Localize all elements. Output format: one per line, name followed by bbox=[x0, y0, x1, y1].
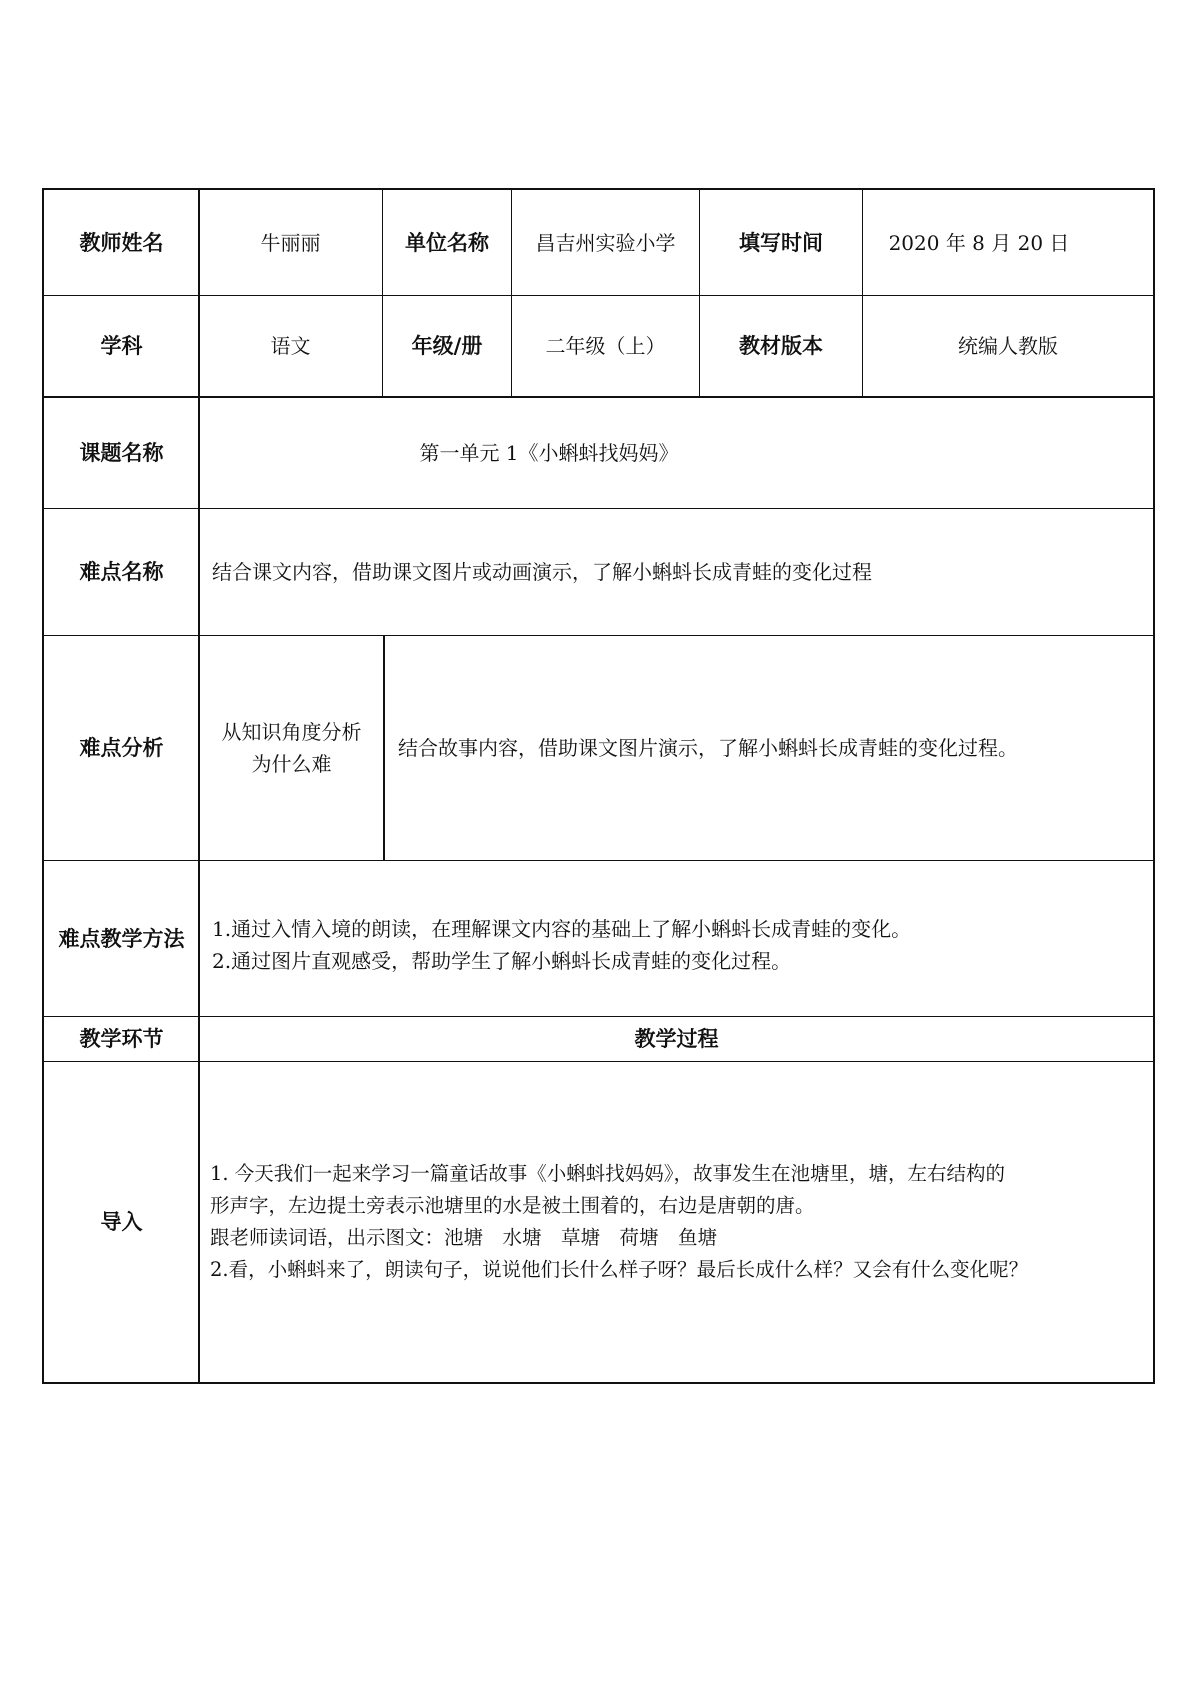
stage-header: 教学环节 bbox=[79, 1027, 164, 1051]
analysis-sublabel bbox=[200, 636, 383, 860]
method-line: 2.通过图片直观感受，帮助学生了解小蝌蚪长成青蛙的变化过程。 bbox=[212, 948, 792, 973]
process-header: 教学过程 bbox=[634, 1027, 719, 1051]
intro-line: 2.看，小蝌蚪来了，朗读句子，说说他们长什么样子呀？最后长成什么样？又会有什么变化呢？ bbox=[210, 1258, 1029, 1281]
unit-name-value: 昌吉州实验小学 bbox=[535, 230, 676, 255]
analysis-value: 结合故事内容，借助课文图片演示，了解小蝌蚪长成青蛙的变化过程。 bbox=[398, 736, 1018, 760]
subject-label: 学科 bbox=[100, 334, 143, 358]
fill-date-value: 2020 年 8 月 20 日 bbox=[888, 230, 1070, 255]
intro-line: 1. 今天我们一起来学习一篇童话故事《小蝌蚪找妈妈》，故事发生在池塘里，塘，左右结构的 bbox=[210, 1162, 1006, 1185]
fill-date-label: 填写时间 bbox=[739, 230, 823, 255]
difficulty-value: 结合课文内容，借助课文图片或动画演示，了解小蝌蚪长成青蛙的变化过程 bbox=[212, 560, 872, 584]
topic-value: 第一单元 1《小蝌蚪找妈妈》 bbox=[419, 441, 679, 465]
intro-label: 导入 bbox=[100, 1210, 143, 1234]
lesson-plan-table bbox=[42, 188, 1155, 1384]
intro-line: 形声字，左边提土旁表示池塘里的水是被土围着的，右边是唐朝的唐。 bbox=[210, 1194, 815, 1217]
method-label: 难点教学方法 bbox=[58, 926, 185, 951]
unit-name-label: 单位名称 bbox=[405, 230, 489, 255]
difficulty-label: 难点名称 bbox=[79, 560, 164, 584]
method-line: 1.通过入情入境的朗读，在理解课文内容的基础上了解小蝌蚪长成青蛙的变化。 bbox=[212, 916, 912, 941]
subject-value: 语文 bbox=[270, 334, 311, 358]
teacher-name-value: 牛丽丽 bbox=[260, 230, 321, 255]
grade-label: 年级/册 bbox=[411, 334, 483, 358]
edition-value: 统编人教版 bbox=[958, 334, 1058, 358]
col-divider bbox=[383, 635, 385, 860]
intro-line: 跟老师读词语，出示图文：池塘 水塘 草塘 荷塘 鱼塘 bbox=[210, 1226, 718, 1249]
edition-label: 教材版本 bbox=[739, 334, 823, 358]
intro-content bbox=[200, 1062, 1153, 1382]
analysis-sublabel-line2: 为什么难 bbox=[251, 752, 332, 776]
analysis-sublabel-line1: 从知识角度分析 bbox=[221, 720, 362, 744]
teacher-name-label: 教师姓名 bbox=[79, 230, 164, 255]
analysis-label: 难点分析 bbox=[79, 736, 164, 760]
method-content bbox=[200, 861, 1153, 1016]
topic-label: 课题名称 bbox=[79, 441, 164, 465]
grade-value: 二年级（上） bbox=[545, 334, 666, 358]
